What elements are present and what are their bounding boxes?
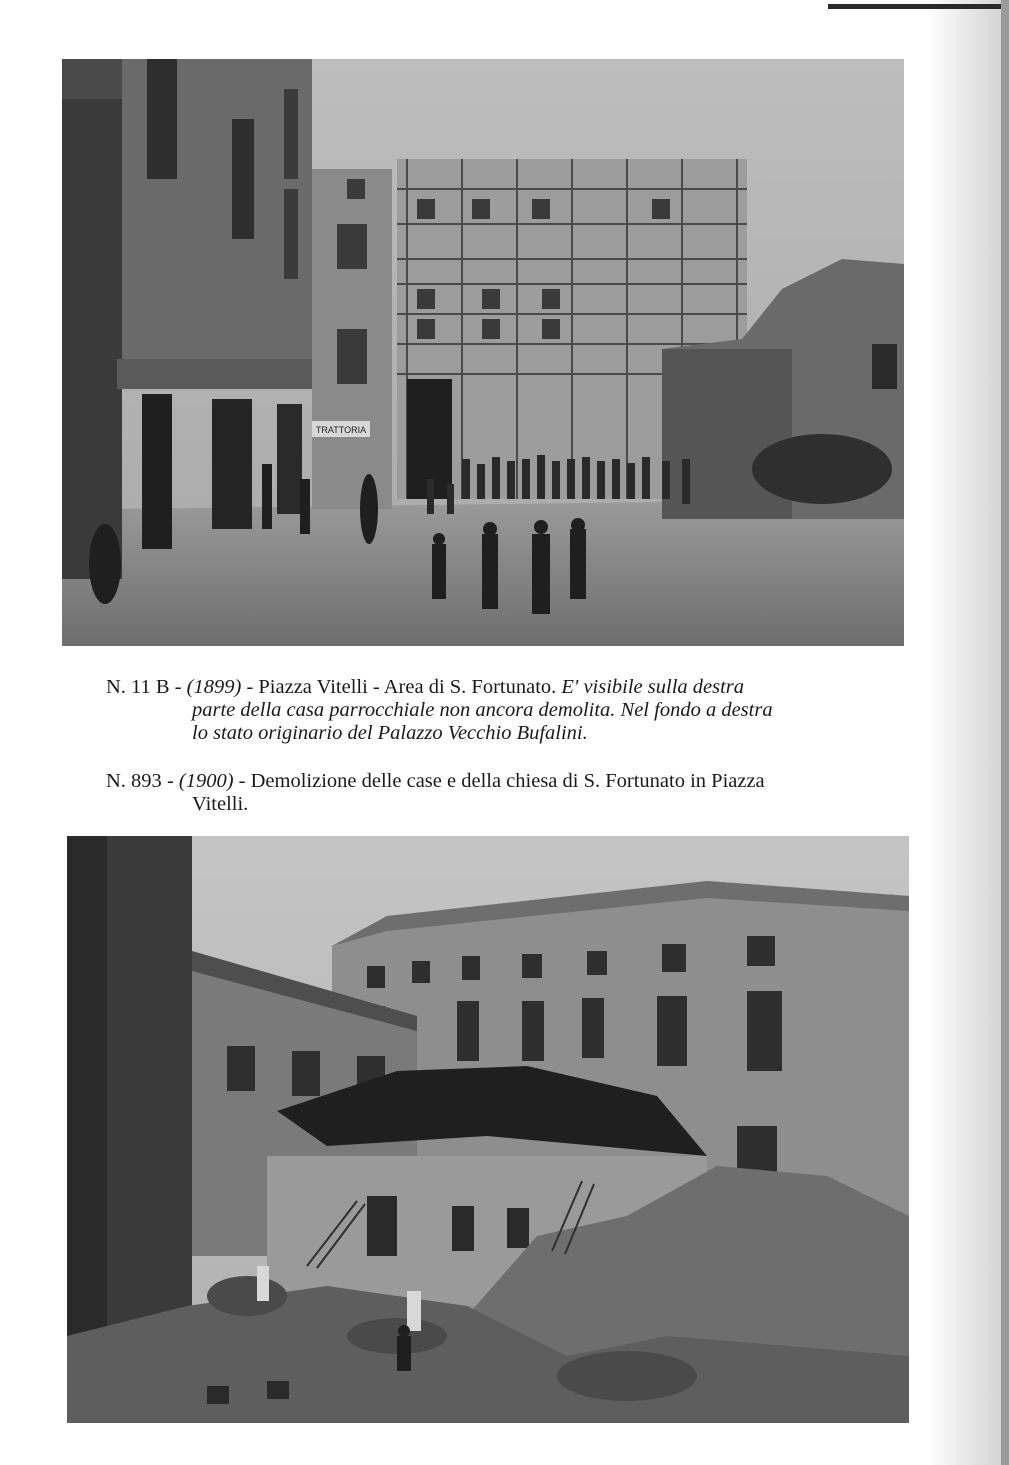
caption-1-title: Piazza Vitelli - Area di S. Fortunato. [258,676,557,698]
caption-1-desc-line-1: E' visibile sulla destra [561,676,745,698]
page-edge-shadow [927,0,1009,1465]
photo-piazza-vitelli-illustration [62,59,904,646]
caption-1-number: N. 11 B [106,676,170,698]
caption-2-title-line-1: Demolizione delle case e della chiesa di S. Fortunato in Piazza [250,770,765,792]
shop-sign-text: TRATTORIA [315,425,367,435]
caption-1-year: (1899) [186,676,242,698]
photo-demolizione-1900 [67,836,909,1423]
caption-photo-2 [106,770,876,816]
caption-2-year: (1900) [178,770,234,792]
caption-1-first-line: N. 11 B - (1899) - Piazza Vitelli - Area di S. Fortunato. E' visibile sulla destra [106,676,745,698]
caption-photo-1 [106,676,876,745]
caption-1-desc-line-2: parte della casa parrocchiale non ancora demolita. Nel fondo a destra [192,699,773,721]
caption-1-desc-line-3: lo stato originario del Palazzo Vecchio Bufalini. [192,722,588,744]
photo-demolizione-illustration [67,836,909,1423]
caption-2-title-line-2: Vitelli. [192,793,249,815]
page-edge-top-mark [828,4,1009,9]
caption-2-number: N. 893 [106,770,162,792]
caption-2-first-line: N. 893 - (1900) - Demolizione delle case e della chiesa di S. Fortunato in Piazza [106,770,765,792]
photo-piazza-vitelli-1899 [62,59,904,646]
page-edge-right-mark [1001,0,1009,1465]
